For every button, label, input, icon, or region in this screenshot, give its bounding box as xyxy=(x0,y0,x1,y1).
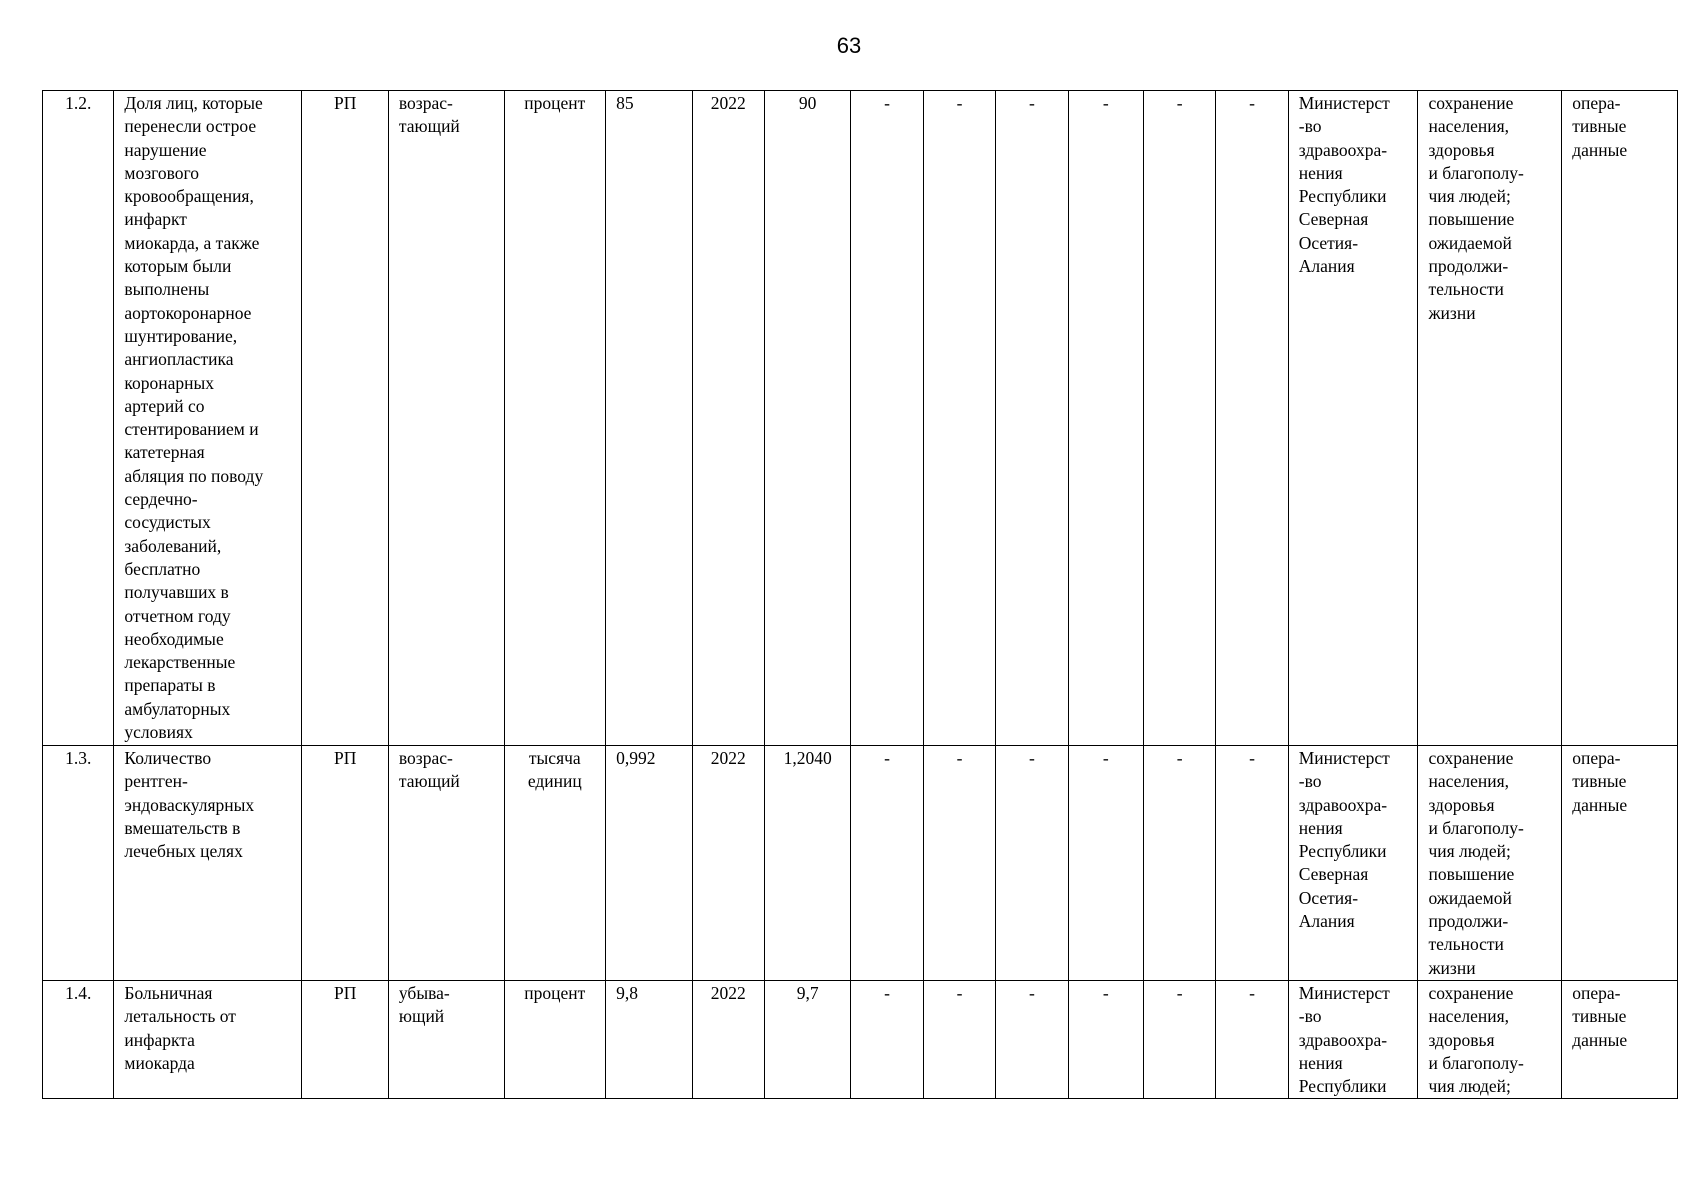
table-row xyxy=(43,91,1678,746)
goal-line: здоровья xyxy=(1428,139,1495,160)
indicator-name-line: инфаркт xyxy=(124,209,187,230)
unit-line: тысяча xyxy=(528,748,581,768)
year-value-cell: - xyxy=(1068,91,1143,746)
level-cell: РП xyxy=(302,91,388,746)
responsible-line: Республики xyxy=(1298,841,1387,862)
source-cell xyxy=(1562,91,1678,746)
year-value-cell: - xyxy=(923,980,995,1098)
goal-line: и благополу- xyxy=(1428,817,1524,838)
trend-cell xyxy=(388,91,504,746)
responsible-line: Осетия- xyxy=(1298,232,1359,253)
indicator-name-line: сердечно- xyxy=(124,489,198,510)
responsible-line: нения xyxy=(1298,1052,1343,1073)
responsible-line: Северная xyxy=(1298,864,1369,885)
responsible-line: -во xyxy=(1298,116,1322,137)
indicator-name-line: миокарда, а также xyxy=(124,232,260,253)
indicator-name-line: необходимые xyxy=(124,628,224,649)
goal-cell xyxy=(1418,746,1562,981)
indicator-name-cell xyxy=(114,746,302,981)
source-line: тивные xyxy=(1572,1006,1627,1027)
table-row xyxy=(43,746,1678,981)
indicator-name-line: сосудистых xyxy=(124,512,211,533)
base-year-cell: 2022 xyxy=(692,746,764,981)
indicator-name-line: вмешательств в xyxy=(124,817,241,838)
goal-line: чия людей; xyxy=(1428,186,1511,207)
responsible-cell xyxy=(1288,980,1418,1098)
goal-line: сохранение xyxy=(1428,748,1514,768)
target-value-cell: 90 xyxy=(764,91,850,746)
indicator-name-line: миокарда xyxy=(124,1052,195,1073)
goal-line: и благополу- xyxy=(1428,162,1524,183)
year-value-cell: - xyxy=(996,746,1068,981)
indicator-name-cell xyxy=(114,980,302,1098)
indicator-name-line: отчетном году xyxy=(124,605,231,626)
responsible-line: Осетия- xyxy=(1298,887,1359,908)
year-value-cell: - xyxy=(996,91,1068,746)
goal-line: жизни xyxy=(1428,302,1476,323)
indicator-name-line: стентированием и xyxy=(124,419,259,440)
year-value-cell: - xyxy=(923,746,995,981)
trend-line: тающий xyxy=(398,771,460,792)
goal-cell xyxy=(1418,91,1562,746)
goal-line: сохранение xyxy=(1428,93,1514,113)
base-year-cell: 2022 xyxy=(692,91,764,746)
indicator-name-line: мозгового xyxy=(124,162,200,183)
goal-line: ожидаемой xyxy=(1428,232,1512,253)
goal-line: сохранение xyxy=(1428,982,1514,1003)
indicators-table xyxy=(42,90,1678,1099)
goal-line: населения, xyxy=(1428,1006,1509,1027)
base-value-cell: 85 xyxy=(606,91,692,746)
indicator-name-line: летальность от xyxy=(124,1006,236,1027)
source-cell xyxy=(1562,746,1678,981)
goal-line: тельности xyxy=(1428,279,1504,300)
goal-line: здоровья xyxy=(1428,1029,1495,1050)
year-value-cell: - xyxy=(1216,980,1288,1098)
responsible-line: нения xyxy=(1298,817,1343,838)
year-value-cell: - xyxy=(923,91,995,746)
trend-line: убыва- xyxy=(398,982,450,1003)
year-value-cell: - xyxy=(851,746,923,981)
goal-line: чия людей; xyxy=(1428,841,1511,862)
trend-line: возрас- xyxy=(398,93,453,113)
indicator-name-line: амбулаторных xyxy=(124,698,231,719)
year-value-cell: - xyxy=(1143,980,1215,1098)
unit-line: процент xyxy=(524,93,586,113)
indicator-name-cell xyxy=(114,91,302,746)
goal-line: жизни xyxy=(1428,957,1476,978)
unit-cell xyxy=(504,980,606,1098)
indicator-name-line: лекарственные xyxy=(124,652,236,673)
year-value-cell: - xyxy=(1143,91,1215,746)
year-value-cell: - xyxy=(1216,746,1288,981)
source-cell xyxy=(1562,980,1678,1098)
table-row xyxy=(43,980,1678,1098)
row-number-cell: 1.2. xyxy=(43,91,114,746)
responsible-line: Министерст xyxy=(1298,982,1390,1003)
indicator-name-line: рентген- xyxy=(124,771,188,792)
level-cell: РП xyxy=(302,746,388,981)
year-value-cell: - xyxy=(1068,746,1143,981)
responsible-line: Республики xyxy=(1298,186,1387,207)
target-value-cell: 1,2040 xyxy=(764,746,850,981)
year-value-cell: - xyxy=(996,980,1068,1098)
source-line: опера- xyxy=(1572,982,1621,1003)
row-number-cell: 1.3. xyxy=(43,746,114,981)
source-line: данные xyxy=(1572,1029,1628,1050)
responsible-line: Республики xyxy=(1298,1076,1387,1097)
source-line: опера- xyxy=(1572,93,1621,113)
goal-cell xyxy=(1418,980,1562,1098)
indicator-name-line: условиях xyxy=(124,722,193,743)
responsible-line: Алания xyxy=(1298,911,1355,932)
target-value-cell: 9,7 xyxy=(764,980,850,1098)
goal-line: продолжи- xyxy=(1428,256,1509,277)
responsible-line: нения xyxy=(1298,162,1343,183)
indicator-name-line: катетерная xyxy=(124,442,205,463)
year-value-cell: - xyxy=(1068,980,1143,1098)
goal-line: и благополу- xyxy=(1428,1052,1524,1073)
source-line: тивные xyxy=(1572,116,1627,137)
indicator-name-line: получавших в xyxy=(124,582,229,603)
goal-line: населения, xyxy=(1428,116,1509,137)
year-value-cell: - xyxy=(1143,746,1215,981)
responsible-line: Министерст xyxy=(1298,748,1390,768)
year-value-cell: - xyxy=(851,980,923,1098)
indicator-name-line: инфаркта xyxy=(124,1029,195,1050)
page-number: 63 xyxy=(836,33,862,58)
responsible-line: здравоохра- xyxy=(1298,139,1388,160)
indicator-name-line: кровообращения, xyxy=(124,186,254,207)
source-line: опера- xyxy=(1572,748,1621,768)
goal-line: повышение xyxy=(1428,864,1515,885)
responsible-line: здравоохра- xyxy=(1298,1029,1388,1050)
base-year-cell: 2022 xyxy=(692,980,764,1098)
responsible-line: -во xyxy=(1298,1006,1322,1027)
year-value-cell: - xyxy=(1216,91,1288,746)
responsible-line: Министерст xyxy=(1298,93,1390,113)
level-cell: РП xyxy=(302,980,388,1098)
goal-line: тельности xyxy=(1428,934,1504,955)
unit-line: процент xyxy=(524,982,586,1003)
goal-line: населения, xyxy=(1428,771,1509,792)
goal-line: продолжи- xyxy=(1428,911,1509,932)
trend-line: ющий xyxy=(398,1006,445,1027)
responsible-line: -во xyxy=(1298,771,1322,792)
source-line: данные xyxy=(1572,794,1628,815)
indicator-name-line: бесплатно xyxy=(124,558,201,579)
indicator-name-line: аортокоронарное xyxy=(124,302,252,323)
indicator-name-line: шунтирование, xyxy=(124,325,238,346)
trend-line: возрас- xyxy=(398,748,453,768)
indicator-name-line: коронарных xyxy=(124,372,215,393)
indicator-name-line: абляция по поводу xyxy=(124,465,264,486)
goal-line: чия людей; xyxy=(1428,1076,1511,1097)
source-line: тивные xyxy=(1572,771,1627,792)
indicator-name-line: ангиопластика xyxy=(124,349,234,370)
indicator-name-line: выполнены xyxy=(124,279,210,300)
trend-cell xyxy=(388,980,504,1098)
responsible-cell xyxy=(1288,746,1418,981)
unit-line: единиц xyxy=(527,771,582,792)
indicator-name-line: лечебных целях xyxy=(124,841,243,862)
base-value-cell: 0,992 xyxy=(606,746,692,981)
indicator-name-line: Больничная xyxy=(124,982,213,1003)
year-value-cell: - xyxy=(851,91,923,746)
indicator-name-line: которым были xyxy=(124,256,232,277)
responsible-line: Алания xyxy=(1298,256,1355,277)
trend-line: тающий xyxy=(398,116,460,137)
source-line: данные xyxy=(1572,139,1628,160)
indicator-name-line: нарушение xyxy=(124,139,207,160)
trend-cell xyxy=(388,746,504,981)
base-value-cell: 9,8 xyxy=(606,980,692,1098)
goal-line: здоровья xyxy=(1428,794,1495,815)
unit-cell xyxy=(504,746,606,981)
indicator-name-line: Количество xyxy=(124,748,212,768)
responsible-line: здравоохра- xyxy=(1298,794,1388,815)
indicator-name-line: Доля лиц, которые xyxy=(124,93,263,113)
indicator-name-line: заболеваний, xyxy=(124,535,222,556)
unit-cell xyxy=(504,91,606,746)
row-number-cell: 1.4. xyxy=(43,980,114,1098)
responsible-line: Северная xyxy=(1298,209,1369,230)
indicator-name-line: перенесли острое xyxy=(124,116,257,137)
indicator-name-line: препараты в xyxy=(124,675,216,696)
indicator-name-line: эндоваскулярных xyxy=(124,794,255,815)
responsible-cell xyxy=(1288,91,1418,746)
indicator-name-line: артерий со xyxy=(124,395,205,416)
goal-line: повышение xyxy=(1428,209,1515,230)
goal-line: ожидаемой xyxy=(1428,887,1512,908)
